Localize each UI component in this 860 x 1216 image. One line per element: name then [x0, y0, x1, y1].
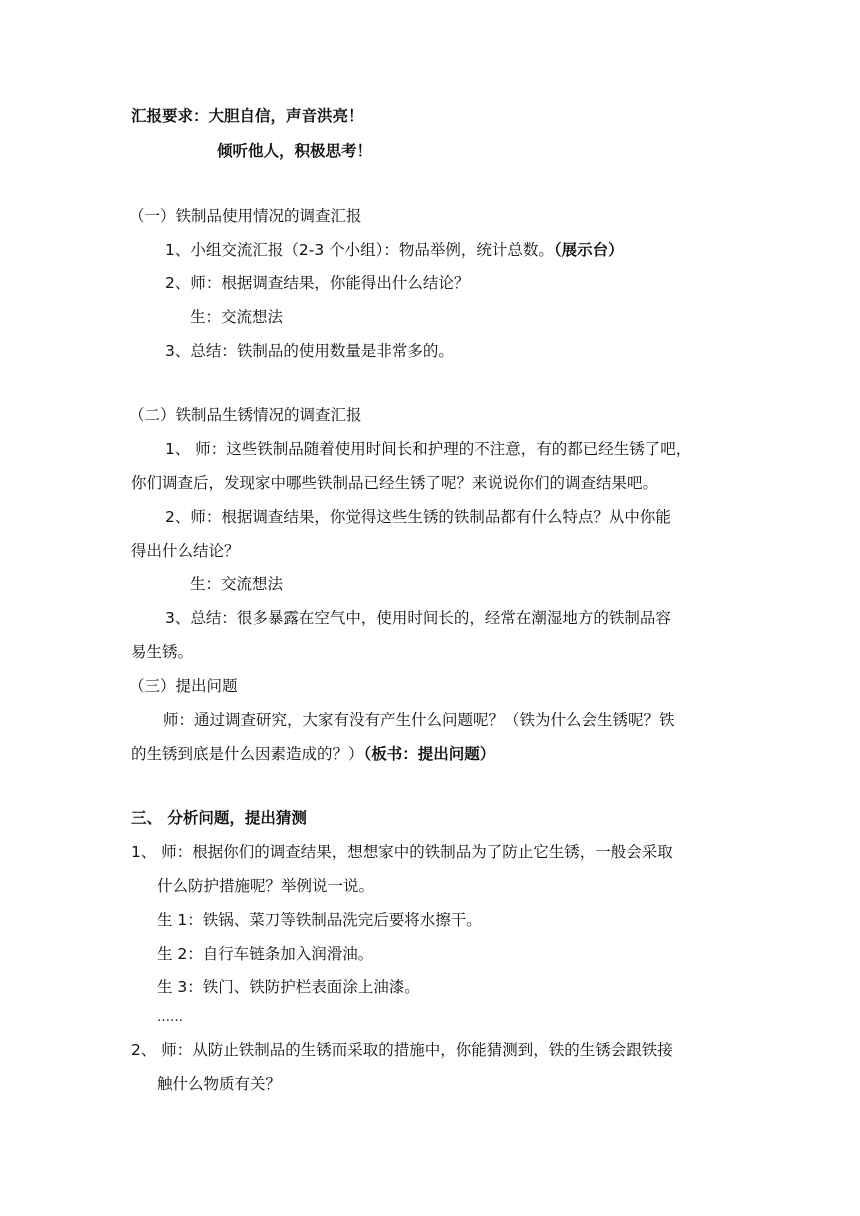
part-3-question-1-line-a: 1、 师：根据你们的调查结果，想想家中的铁制品为了防止它生锈，一般会采取 — [131, 843, 673, 861]
section-1-item-2-answer: 生：交流想法 — [190, 308, 284, 326]
section-3-paragraph-line-b — [131, 744, 495, 764]
section-2-item-1-line-a: 1、 师：这些铁制品随着使用时间长和护理的不注意，有的都已经生锈了吧， — [165, 440, 692, 458]
part-3-answer-2: 生 2：自行车链条加入润滑油。 — [157, 945, 374, 963]
part-3-question-1-line-b: 什么防护措施呢？举例说一说。 — [157, 877, 375, 895]
report-requirement-line2: 倾听他人，积极思考！ — [217, 142, 373, 160]
part-3-answer-3: 生 3：铁门、铁防护栏表面涂上油漆。 — [157, 978, 420, 996]
section-1-title: （一）铁制品使用情况的调查汇报 — [129, 207, 362, 225]
section-1-item-1-bold: （展示台） — [553, 241, 624, 259]
part-3-answer-1: 生 1：铁锅、菜刀等铁制品洗完后要将水擦干。 — [157, 911, 482, 929]
part-3-ellipsis: …… — [157, 1010, 183, 1025]
section-2-item-3-line-b: 易生锈。 — [131, 643, 194, 661]
part-3-heading: 三、 分析问题，提出猜测 — [131, 809, 307, 827]
section-1-item-2: 2、师：根据调查结果，你能得出什么结论？ — [165, 274, 470, 292]
section-3-title: （三）提出问题 — [129, 677, 238, 695]
section-2-item-3-line-a: 3、总结：很多暴露在空气中，使用时间长的，经常在潮湿地方的铁制品容 — [165, 609, 671, 627]
section-3-paragraph-text: 的生锈到底是什么因素造成的？） — [131, 745, 364, 763]
section-1-item-3: 3、总结：铁制品的使用数量是非常多的。 — [165, 342, 454, 360]
part-3-question-2-line-a: 2、 师：从防止铁制品的生锈而采取的措施中，你能猜测到，铁的生锈会跟铁接 — [131, 1041, 673, 1059]
section-2-item-1-line-b: 你们调查后，发现家中哪些铁制品已经生锈了呢？来说说你们的调查结果吧。 — [131, 474, 659, 492]
report-requirement-line1: 汇报要求：大胆自信，声音洪亮！ — [131, 107, 364, 125]
section-3-paragraph-line-a: 师：通过调查研究，大家有没有产生什么问题呢？（铁为什么会生锈呢？铁 — [163, 711, 675, 729]
part-3-question-2-line-b: 触什么物质有关？ — [157, 1075, 282, 1093]
section-1-item-1-text: 1、小组交流汇报（2-3 个小组）：物品举例，统计总数。 — [165, 241, 554, 259]
section-2-item-2-line-b: 得出什么结论？ — [131, 542, 240, 560]
section-2-item-2-line-a: 2、师：根据调查结果，你觉得这些生锈的铁制品都有什么特点？从中你能 — [165, 508, 671, 526]
section-2-title: （二）铁制品生锈情况的调查汇报 — [129, 406, 362, 424]
section-2-item-2-answer: 生：交流想法 — [190, 575, 284, 593]
section-1-item-1 — [165, 240, 624, 260]
section-3-board-note: （板书：提出问题） — [363, 745, 496, 763]
